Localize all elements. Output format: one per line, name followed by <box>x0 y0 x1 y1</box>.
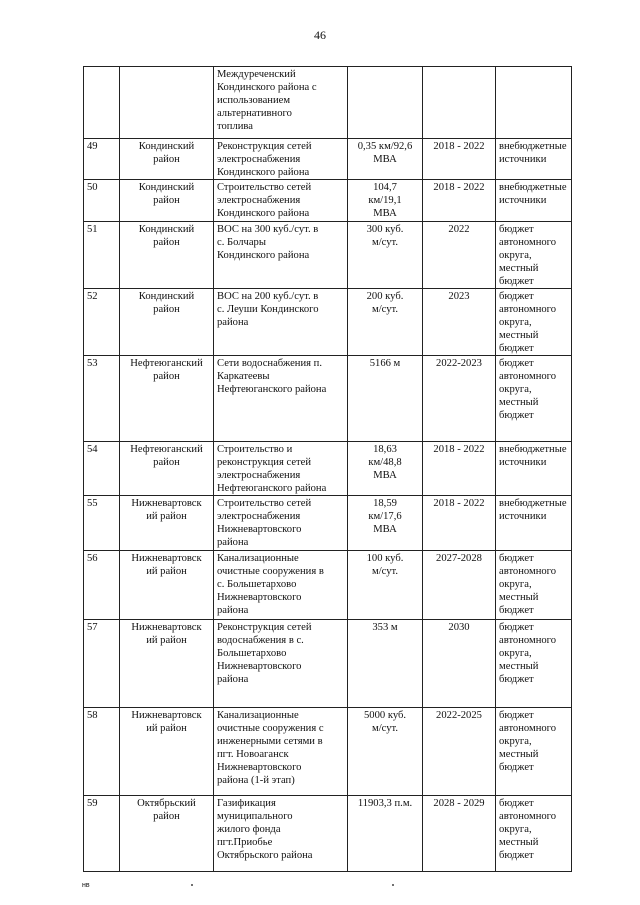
table-row <box>84 356 572 442</box>
years-cell: 2018 - 2022 <box>423 180 496 222</box>
capacity-cell: 353 м <box>348 620 423 708</box>
years-cell: 2023 <box>423 289 496 356</box>
years-cell: 2018 - 2022 <box>423 442 496 496</box>
funding-source-cell <box>496 67 572 139</box>
row-number: 59 <box>84 796 120 872</box>
capacity-cell: 5000 куб. м/сут. <box>348 708 423 796</box>
years-cell: 2022-2025 <box>423 708 496 796</box>
table-row <box>84 496 572 551</box>
object-cell: Газификация муниципального жилого фонда пгт.Приобье Октябрьского района <box>214 796 348 872</box>
capacity-cell: 104,7 км/19,1 МВА <box>348 180 423 222</box>
funding-source-cell: внебюджетные источники <box>496 496 572 551</box>
district-cell: Кондинский район <box>120 289 214 356</box>
table-row <box>84 708 572 796</box>
row-number: 58 <box>84 708 120 796</box>
projects-table <box>83 66 572 872</box>
capacity-cell: 18,63 км/48,8 МВА <box>348 442 423 496</box>
table-row <box>84 222 572 289</box>
district-cell <box>120 67 214 139</box>
capacity-cell: 11903,3 п.м. <box>348 796 423 872</box>
object-cell: Реконструкция сетей электроснабжения Кондинского района <box>214 139 348 180</box>
years-cell: 2018 - 2022 <box>423 496 496 551</box>
object-cell: Канализационные очистные сооружения в с. Большетархово Нижневартовского района <box>214 551 348 620</box>
scan-speck <box>191 884 193 886</box>
funding-source-cell: бюджет автономного округа, местный бюджет <box>496 796 572 872</box>
object-cell: ВОС на 300 куб./сут. в с. Болчары Кондинского района <box>214 222 348 289</box>
object-cell: Канализационные очистные сооружения с инженерными сетями в пгт. Новоаганск Нижневартовского района (1-й этап) <box>214 708 348 796</box>
funding-source-cell: внебюджетные источники <box>496 442 572 496</box>
row-number: 50 <box>84 180 120 222</box>
funding-source-cell: бюджет автономного округа, местный бюджет <box>496 708 572 796</box>
district-cell: Кондинский район <box>120 222 214 289</box>
row-number: 51 <box>84 222 120 289</box>
row-number: 49 <box>84 139 120 180</box>
object-cell: Реконструкция сетей водоснабжения в с. Большетархово Нижневартовского района <box>214 620 348 708</box>
years-cell: 2027-2028 <box>423 551 496 620</box>
capacity-cell: 5166 м <box>348 356 423 442</box>
object-cell: ВОС на 200 куб./сут. в с. Леуши Кондинского района <box>214 289 348 356</box>
object-cell: Междуреченский Кондинского района с использованием альтернативного топлива <box>214 67 348 139</box>
funding-source-cell: внебюджетные источники <box>496 139 572 180</box>
table-row <box>84 139 572 180</box>
table-row <box>84 551 572 620</box>
page-number: 46 <box>314 28 326 42</box>
district-cell: Нижневартовск ий район <box>120 551 214 620</box>
years-cell <box>423 67 496 139</box>
years-cell: 2018 - 2022 <box>423 139 496 180</box>
funding-source-cell: бюджет автономного округа, местный бюджет <box>496 289 572 356</box>
district-cell: Нижневартовск ий район <box>120 496 214 551</box>
row-number: 54 <box>84 442 120 496</box>
object-cell: Строительство сетей электроснабжения Кондинского района <box>214 180 348 222</box>
district-cell: Нефтеюганский район <box>120 356 214 442</box>
funding-source-cell: бюджет автономного округа, местный бюджет <box>496 551 572 620</box>
district-cell: Нефтеюганский район <box>120 442 214 496</box>
district-cell: Кондинский район <box>120 180 214 222</box>
district-cell: Кондинский район <box>120 139 214 180</box>
capacity-cell: 300 куб. м/сут. <box>348 222 423 289</box>
years-cell: 2028 - 2029 <box>423 796 496 872</box>
capacity-cell <box>348 67 423 139</box>
district-cell: Нижневартовск ий район <box>120 708 214 796</box>
table-row <box>84 796 572 872</box>
table-row <box>84 289 572 356</box>
object-cell: Строительство сетей электроснабжения Нижневартовского района <box>214 496 348 551</box>
row-number: 52 <box>84 289 120 356</box>
funding-source-cell: бюджет автономного округа, местный бюджет <box>496 222 572 289</box>
object-cell: Строительство и реконструкция сетей электроснабжения Нефтеюганского района <box>214 442 348 496</box>
footer-mark: нв <box>82 882 90 889</box>
row-number: 57 <box>84 620 120 708</box>
table-row <box>84 620 572 708</box>
funding-source-cell: бюджет автономного округа, местный бюджет <box>496 356 572 442</box>
district-cell: Октябрьский район <box>120 796 214 872</box>
table-row <box>84 180 572 222</box>
years-cell: 2022 <box>423 222 496 289</box>
row-number: 56 <box>84 551 120 620</box>
capacity-cell: 100 куб. м/сут. <box>348 551 423 620</box>
capacity-cell: 0,35 км/92,6 МВА <box>348 139 423 180</box>
row-number <box>84 67 120 139</box>
capacity-cell: 18,59 км/17,6 МВА <box>348 496 423 551</box>
years-cell: 2030 <box>423 620 496 708</box>
table-row <box>84 67 572 139</box>
row-number: 55 <box>84 496 120 551</box>
funding-source-cell: бюджет автономного округа, местный бюджет <box>496 620 572 708</box>
funding-source-cell: внебюджетные источники <box>496 180 572 222</box>
years-cell: 2022-2023 <box>423 356 496 442</box>
capacity-cell: 200 куб. м/сут. <box>348 289 423 356</box>
table-row <box>84 442 572 496</box>
row-number: 53 <box>84 356 120 442</box>
object-cell: Сети водоснабжения п. Каркатеевы Нефтеюганского района <box>214 356 348 442</box>
scan-speck <box>392 884 394 886</box>
district-cell: Нижневартовск ий район <box>120 620 214 708</box>
